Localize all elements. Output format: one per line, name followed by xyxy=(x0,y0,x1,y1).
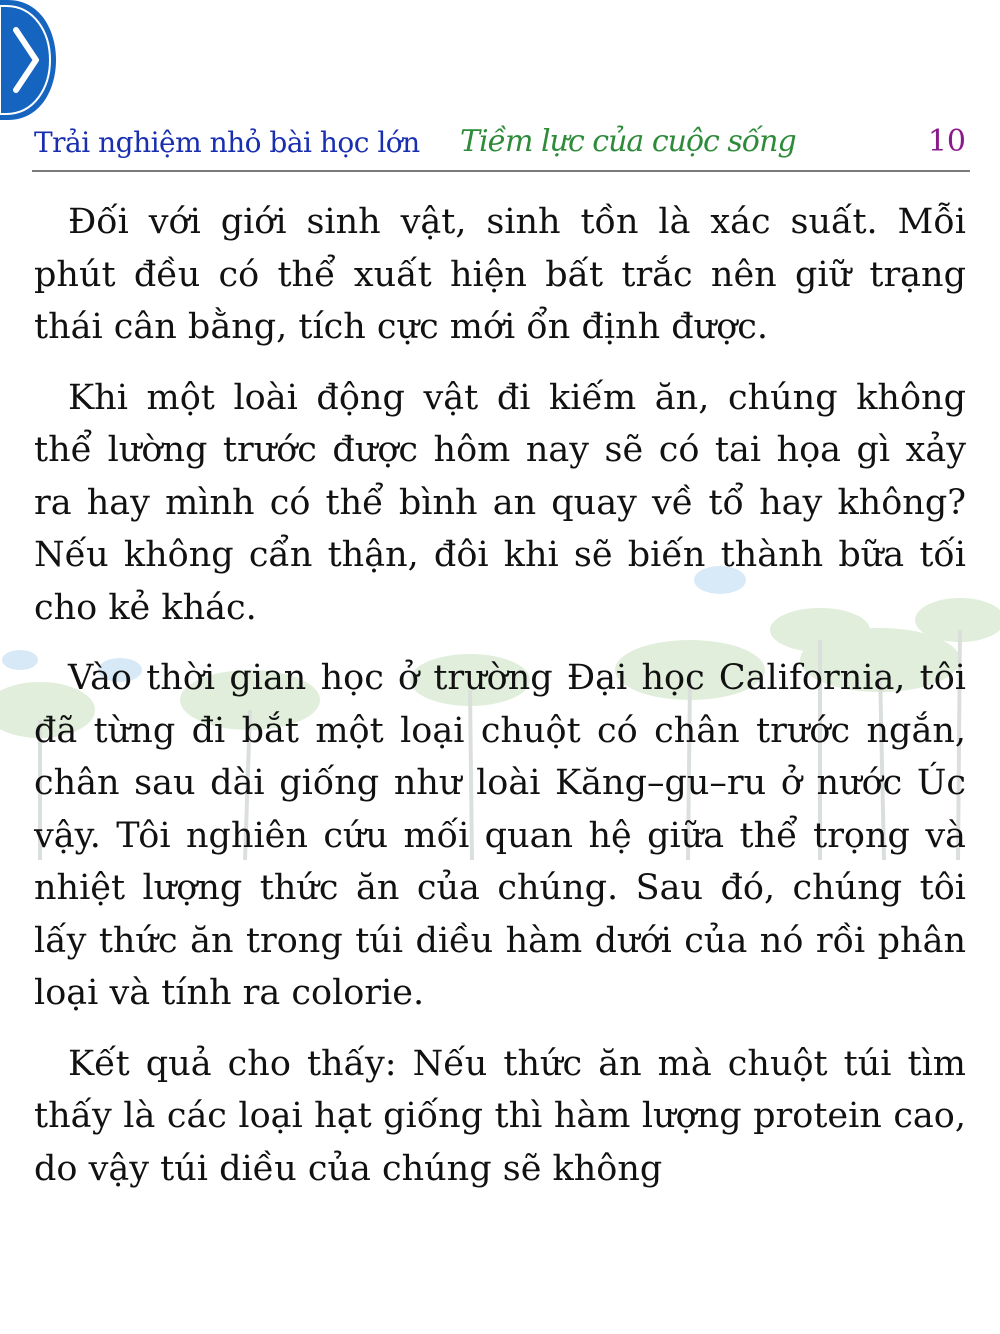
paragraph: Đối với giới sinh vật, sinh tồn là xác suất. Mỗi phút đều có thể xuất hiện bất trắc nên giữ trạng thái cân bằng, tích cực mới ổn định được. xyxy=(34,202,966,347)
page-number: 10 xyxy=(927,124,966,159)
page-body xyxy=(34,196,966,1213)
chapter-title: Tiềm lực của cuộc sống xyxy=(460,124,796,159)
bird-shape xyxy=(2,650,38,670)
paragraph: Kết quả cho thấy: Nếu thức ăn mà chuột túi tìm thấy là các loại hạt giống thì hàm lượng protein cao, do vậy túi diều của chúng sẽ không xyxy=(34,1043,966,1189)
running-header xyxy=(32,122,970,172)
paragraph: Vào thời gian học ở trường Đại học California, tôi đã từng đi bắt một loại chuột có chân trước ngắn, chân sau dài giống như loài Kăng–gu–ru ở nước Úc vậy. Tôi nghiên cứu mối quan hệ giữa thể trọng và nhiệt lượng thức ăn của chúng. Sau đó, chúng tôi lấy thức ăn trong túi diều hàm dưới của nó rồi phân loại và tính ra colorie. xyxy=(34,658,966,1013)
book-title: Trải nghiệm nhỏ bài học lớn xyxy=(34,126,420,159)
paragraph: Khi một loài động vật đi kiếm ăn, chúng không thể lường trước được hôm nay sẽ có tai họa gì xảy ra hay mình có thể bình an quay về tổ hay không? Nếu không cẩn thận, đôi khi sẽ biến thành bữa tối cho kẻ khác. xyxy=(34,377,966,628)
next-page-tab[interactable] xyxy=(0,0,58,120)
